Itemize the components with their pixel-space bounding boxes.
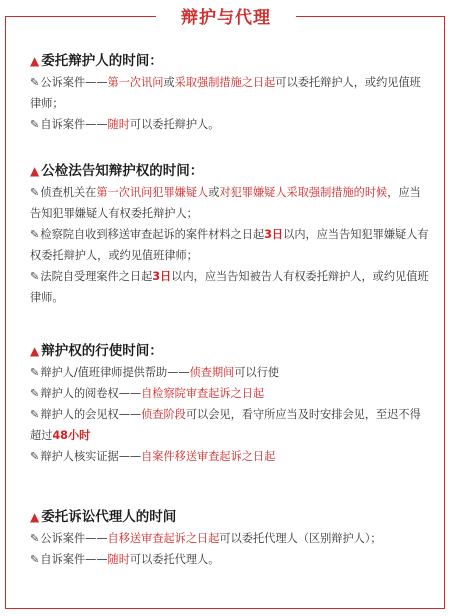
highlight-text: 随时	[107, 118, 130, 131]
section-items	[30, 362, 430, 467]
item-text: 公诉案件——	[40, 76, 108, 89]
item-text: 辩护人/值班律师提供帮助——	[40, 366, 190, 379]
item-text: 侦查机关在	[40, 186, 97, 199]
highlight-text: 48小时	[52, 429, 91, 442]
section-items	[30, 182, 430, 308]
item-text: 可以行使	[234, 366, 280, 379]
list-item	[30, 266, 430, 308]
item-text: 或	[163, 76, 175, 89]
section-3	[30, 342, 430, 467]
item-text: 法院自受理案件之日起	[40, 270, 153, 283]
pencil-icon: ✎	[30, 270, 40, 283]
triangle-icon: ▲	[30, 344, 40, 358]
section-2	[30, 162, 430, 308]
list-item	[30, 549, 430, 570]
item-text: ，应当告知犯罪嫌疑人有权委托辩护人；	[30, 186, 421, 220]
triangle-icon: ▲	[30, 54, 40, 68]
item-text: 可以委托代理人（区别辩护人）；	[219, 532, 382, 545]
item-text: 辩护人的会见权——	[40, 408, 142, 421]
pencil-icon: ✎	[30, 366, 40, 379]
highlight-text: 对犯罪嫌疑人采取强制措施的时候	[219, 186, 388, 199]
section-1	[30, 52, 430, 135]
item-text: 检察院自收到移送审查起诉的案件材料之日起	[40, 228, 265, 241]
list-item	[30, 362, 430, 383]
pencil-icon: ✎	[30, 408, 40, 421]
highlight-text: 3日	[152, 270, 172, 283]
list-item	[30, 114, 430, 135]
page-title: 辩护与代理	[181, 8, 271, 28]
list-item	[30, 182, 430, 224]
item-text: 或	[208, 186, 220, 199]
list-item	[30, 72, 430, 114]
highlight-text: 自案件移送审查起诉之日起	[141, 450, 276, 463]
item-text: 以内，应当告知犯罪嫌疑人有权委托辩护人，或约见值班律师；	[30, 228, 429, 262]
item-text: 公诉案件——	[40, 532, 108, 545]
list-item	[30, 446, 430, 467]
section-items	[30, 72, 430, 135]
pencil-icon: ✎	[30, 532, 40, 545]
highlight-text: 随时	[107, 553, 130, 566]
pencil-icon: ✎	[30, 387, 40, 400]
item-text: 自诉案件——	[40, 118, 108, 131]
section-heading: ▲ 委托辩护人的时间：	[30, 53, 163, 69]
highlight-text: 3日	[264, 228, 284, 241]
item-text: 可以委托代理人。	[129, 553, 220, 566]
item-text: 可以委托辩护人，或约见值班律师；	[30, 76, 421, 110]
triangle-icon: ▲	[30, 510, 40, 524]
title-box	[156, 0, 296, 26]
list-item	[30, 383, 430, 404]
section-4	[30, 508, 430, 570]
section-items	[30, 528, 430, 570]
pencil-icon: ✎	[30, 228, 40, 241]
highlight-text: 自检察院审查起诉之日起	[141, 387, 265, 400]
triangle-icon: ▲	[30, 164, 40, 178]
pencil-icon: ✎	[30, 118, 40, 131]
highlight-text: 第一次讯问	[107, 76, 164, 89]
pencil-icon: ✎	[30, 186, 40, 199]
pencil-icon: ✎	[30, 76, 40, 89]
item-text: 自诉案件——	[40, 553, 108, 566]
item-text: 可以委托辩护人。	[129, 118, 220, 131]
section-heading: ▲ 委托诉讼代理人的时间	[30, 509, 177, 525]
section-heading: ▲ 辩护权的行使时间：	[30, 343, 163, 359]
highlight-text: 采取强制措施之日起	[174, 76, 276, 89]
item-text: 以内，应当告知被告人有权委托辩护人，或约见值班律师。	[30, 270, 429, 304]
highlight-text: 自移送审查起诉之日起	[107, 532, 220, 545]
list-item	[30, 404, 430, 446]
list-item	[30, 528, 430, 549]
item-text: 辩护人核实证据——	[40, 450, 142, 463]
pencil-icon: ✎	[30, 553, 40, 566]
highlight-text: 侦查阶段	[141, 408, 186, 421]
pencil-icon: ✎	[30, 450, 40, 463]
highlight-text: 侦查期间	[189, 366, 235, 379]
item-text: 可以会见，看守所应当及时安排会见，至迟不得超过	[30, 408, 421, 442]
item-text: 辩护人的阅卷权——	[40, 387, 142, 400]
highlight-text: 第一次讯问犯罪嫌疑人	[96, 186, 209, 199]
list-item	[30, 224, 430, 266]
section-heading: ▲ 公检法告知辩护权的时间：	[30, 163, 204, 179]
